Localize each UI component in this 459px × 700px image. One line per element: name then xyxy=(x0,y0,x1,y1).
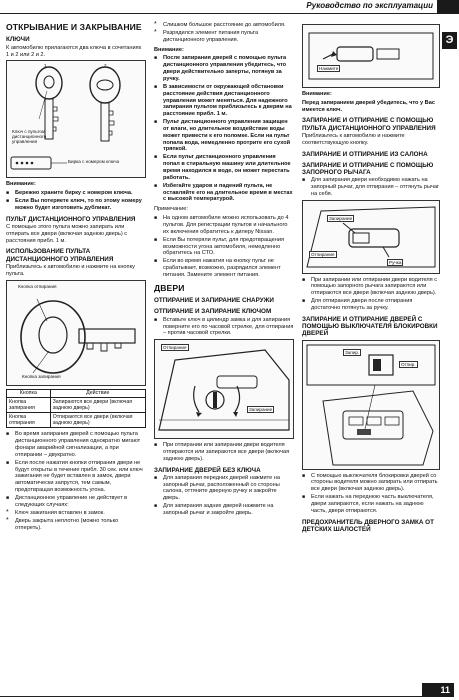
outside-heading: ОТПИРАНИЕ И ЗАПИРАНИЕ СНАРУЖИ xyxy=(154,297,274,305)
table-cell: Кнопка отпирания xyxy=(7,413,51,428)
note-label: Примечание: xyxy=(154,206,188,213)
door-lock-illustration xyxy=(155,340,293,438)
keys-figure xyxy=(6,60,146,178)
attention-item: ■ В зависимости от окружающей обстановки расстояние действия дистанционного управления может меняться. Для надежного запирания пультом приблизьтесь к дверям на расстояние прибл. 1 м. xyxy=(154,84,294,118)
section-tab: Э xyxy=(442,32,457,49)
key-result-list xyxy=(154,442,294,462)
page-number: 11 xyxy=(422,683,454,697)
note-item: ■ На одном автомобиле можно использовать до 4 пультов. Для регистрации пультов и начального их включения обратитесь к дилеру Nissan. xyxy=(154,215,294,235)
remote-figure xyxy=(6,280,146,386)
lever-figure xyxy=(302,200,440,274)
attention-item: ■ Если Вы потеряете ключ, то по этому номеру можно будет изготовить дубликат. xyxy=(6,198,146,212)
lever-illustration xyxy=(303,201,439,273)
column-2 xyxy=(154,22,294,518)
attention-label: Внимание: xyxy=(302,91,332,97)
table-cell: Запираются все двери (включая заднюю дверь) xyxy=(50,398,145,413)
attention-label: Внимание: xyxy=(6,181,36,188)
column-1 xyxy=(6,22,146,533)
child-lock-heading: ПРЕДОХРАНИТЕЛЬ ДВЕРНОГО ЗАМКА ОТ ДЕТСКИХ ШАЛОСТЕЙ xyxy=(302,518,434,533)
list-item: ■ Во время запирания дверей с помощью пульта дистанционного управления однократно мигают фонари аварийной сигнализации, а при отпирании – двукратно. xyxy=(6,431,146,458)
remote-action-table xyxy=(6,389,146,429)
list-item: ■ Для запирания задних дверей нажмите на запорный рычаг и закройте дверь. xyxy=(154,503,294,517)
remote-limits-list xyxy=(154,22,294,44)
nokey-heading: ЗАПИРАНИЕ ДВЕРЕЙ БЕЗ КЛЮЧА xyxy=(154,466,261,474)
key-heading: ОТПИРАНИЕ И ЗАПИРАНИЕ КЛЮЧОМ xyxy=(154,308,272,316)
lever-list xyxy=(302,177,440,197)
lever-press-figure xyxy=(302,24,440,88)
table-header: Действие xyxy=(50,389,145,398)
attention-text: Перед запиранием дверей убедитесь, что у Вас имеется ключ. xyxy=(302,99,435,113)
page-header xyxy=(0,0,459,14)
attention-item: ■ Бережно храните бирку с номером ключа. xyxy=(6,190,146,197)
remote-key-caption: Ключ с пультом дистанционного управления xyxy=(12,129,47,145)
switch-lock-label: Запир. xyxy=(345,349,360,355)
list-item: ■ Для запирания передних дверей нажмите на запорный рычаг, расположенный со стороны салона, оттяните дверную ручку и закройте дверь. xyxy=(154,475,294,502)
lever-press-illustration xyxy=(303,25,439,87)
remote-illustration xyxy=(7,281,145,385)
table-cell: Отпираются все двери (включая заднюю дверь) xyxy=(50,413,145,428)
table-header: Кнопка xyxy=(7,389,51,398)
list-item: ■ Если нажать на переднюю часть выключателя, двери запираются, если нажать на заднюю часть, двери отпираются. xyxy=(302,494,440,514)
note-item: ■ Если Вы потеряли пульт, для предотвращения возможности угона автомобиля, немедленно обратитесь на СТО. xyxy=(154,237,294,257)
remote-text: С помощью этого пульта можно запирать или отпирать все двери (включая заднюю дверь) с расстояния прибл. 1 м. xyxy=(6,224,128,244)
lever-heading: ЗАПИРАНИЕ И ОТПИРАНИЕ С ПОМОЩЬЮ ЗАПОРНОГО РЫЧАГА xyxy=(302,161,434,176)
keys-text: К автомобилю прилагаются два ключа в сочетаниях 1 и 2 или 2 и 2. xyxy=(6,44,142,58)
lever-unlock-label: Отпирание xyxy=(311,251,335,257)
list-item: * Дверь закрыта неплотно (можно только отпереть). xyxy=(6,518,146,532)
column-3 xyxy=(302,22,440,534)
unlock-button-label: Кнопка отпирания xyxy=(18,283,57,289)
switch-list xyxy=(302,473,440,515)
list-item: * Ключ зажигания вставлен в замок. xyxy=(6,510,146,517)
attention-label: Внимание: xyxy=(154,46,184,53)
use-text: Приблизьтесь к автомобилю и нажмите на кнопку пульта. xyxy=(6,263,135,277)
use-heading: ИСПОЛЬЗОВАНИЕ ПУЛЬТА ДИСТАНЦИОННОГО УПРАВЛЕНИЯ xyxy=(6,248,114,263)
remote-heading: ЗАПИРАНИЕ И ОТПИРАНИЕ С ПОМОЩЬЮ ПУЛЬТА ДИСТАНЦИОННОГО УПРАВЛЕНИЯ xyxy=(302,117,436,132)
table-row xyxy=(7,413,146,428)
doors-heading: ДВЕРИ xyxy=(154,282,185,293)
key-label-1: 1 xyxy=(44,63,47,69)
list-item: ■ Дистанционное управление не действует в следующих случаях: xyxy=(6,495,146,509)
switch-illustration xyxy=(303,341,439,469)
table-row xyxy=(7,398,146,413)
door-lock-figure xyxy=(154,339,294,439)
list-item: ■ С помощью выключателя блокировки дверей со стороны водителя можно запирать или отпирать все двери (включая заднюю дверь). xyxy=(302,473,440,493)
switch-unlock-label: Отпир. xyxy=(401,361,416,367)
list-item: * Слишком большое расстояние до автомобиля. xyxy=(154,22,294,29)
attention-list xyxy=(154,55,294,203)
unlock-direction-label: Отпирание xyxy=(163,345,187,351)
switch-figure xyxy=(302,340,440,470)
note-item: ■ Если во время нажатия на кнопку пульт не срабатывает, возможно, разрядился элемент питания. Замените элемент питания. xyxy=(154,258,294,278)
list-item: * Разрядился элемент питания пульта дистанционного управления. xyxy=(154,30,294,44)
handle-label: Ручка xyxy=(389,259,402,265)
attention-item: ■ После запирания дверей с помощью пульта дистанционного управления убедитесь, что двери действительно заперты, потянув за ручку. xyxy=(154,55,294,82)
list-item: ■ Для отпирания двери после отпирания достаточно потянуть за ручку. xyxy=(302,298,440,312)
lever-lock-label: Запирание xyxy=(329,215,353,221)
remote-notes-list xyxy=(6,431,146,531)
attention-item: ■ Если пульт дистанционного управления попал в стиральную машину или длительное время находился в воде, он может перестать работать. xyxy=(154,154,294,181)
list-item: ■ Вставьте ключ в цилиндр замка и для запирания поверните его по часовой стрелке, для отпирания – против часовой стрелки. xyxy=(154,317,294,337)
key-label-2: 2 xyxy=(104,63,107,69)
header-tab xyxy=(437,0,459,14)
lock-button-label: Кнопка запирания xyxy=(22,373,61,379)
switch-heading: ЗАПИРАНИЕ И ОТПИРАНИЕ ДВЕРЕЙ С ПОМОЩЬЮ ВЫКЛЮЧАТЕЛЯ БЛОКИРОВКИ ДВЕРЕЙ xyxy=(302,315,438,338)
list-item: ■ При отпирании или запирании двери водителя отпираются или запираются все двери (включая заднюю дверь). xyxy=(154,442,294,462)
nokey-list xyxy=(154,475,294,517)
remote-text: Приблизьтесь к автомобилю и нажмите соответствующую кнопку. xyxy=(302,132,405,146)
lock-direction-label: Запирание xyxy=(249,407,273,413)
table-cell: Кнопка запирания xyxy=(7,398,51,413)
remote-heading: ПУЛЬТ ДИСТАНЦИОННОГО УПРАВЛЕНИЯ xyxy=(6,215,136,223)
list-item: ■ При запирании или отпирании двери водителя с помощью запорного рычага запираются или отпираются все двери (включая заднюю дверь). xyxy=(302,277,440,297)
section-title: ОТКРЫВАНИЕ И ЗАКРЫВАНИЕ xyxy=(6,22,142,32)
key-tag-caption: Бирка с номером ключа xyxy=(68,159,120,165)
attention-item: ■ Пульт дистанционного управления защищен от влаги, но длительное воздействие воды может привести к его поломке. Если на пульт попала вода, немедленно протрите его сухой тряпкой. xyxy=(154,119,294,153)
keys-heading: КЛЮЧИ xyxy=(6,36,30,44)
header-title: Руководство по эксплуатации xyxy=(306,1,433,10)
attention-item: ■ Избегайте ударов и падений пульта, не оставляйте его на длительное время в местах с высокой температурой. xyxy=(154,183,294,203)
key-list xyxy=(154,317,294,337)
lever-result-list xyxy=(302,277,440,312)
salon-heading: ЗАПИРАНИЕ И ОТПИРАНИЕ ИЗ САЛОНА xyxy=(302,150,428,158)
note-list xyxy=(154,215,294,279)
attention-list xyxy=(6,190,146,212)
press-label: Нажмите xyxy=(319,66,339,71)
list-item: ■ Для запирания двери необходимо нажать на запорный рычаг, для отпирания – оттянуть рычаг на себя. xyxy=(302,177,440,197)
list-item: ■ Если после нажатия кнопки отпирания двери не будут открыты в течение прибл. 30 сек. или ключ зажигания не будет вставлен в замок, двери автоматически запрутся, тем самым, предотвращая возможность угона. xyxy=(6,460,146,494)
footer-rule xyxy=(0,696,430,697)
